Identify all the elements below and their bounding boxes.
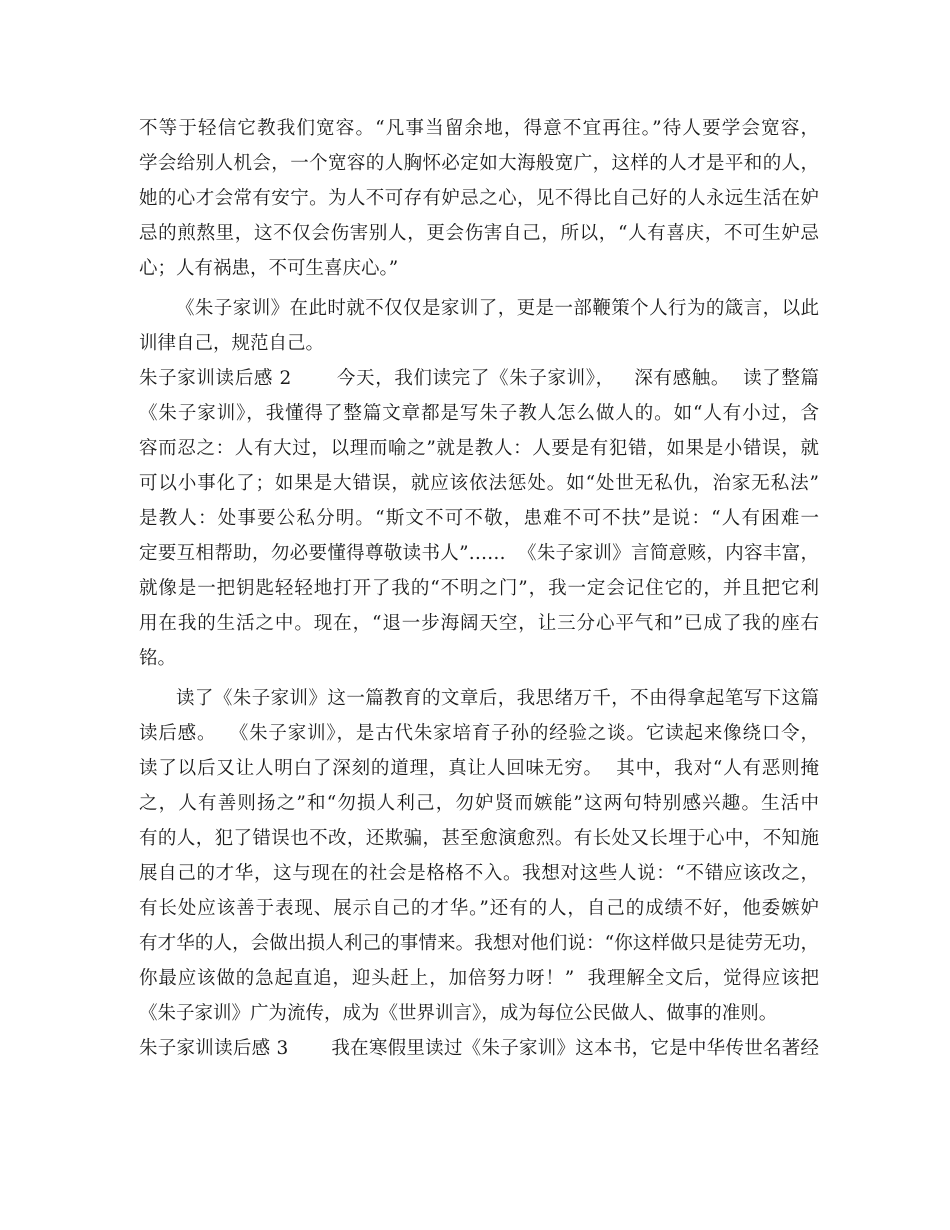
text-line: 定要互相帮助，勿必要懂得尊敬读书人”…… 《朱子家训》言简意赅，内容丰富， bbox=[139, 543, 819, 564]
text-line: 读了《朱子家训》这一篇教育的文章后，我思绪万千，不由得拿起笔写下这篇 bbox=[176, 688, 819, 709]
text-line: 忌的煎熬里，这不仅会伤害别人，更会伤害自己，所以，“人有喜庆，不可生妒忌 bbox=[139, 223, 819, 244]
text-line: 展自己的才华，这与现在的社会是格格不入。我想对这些人说：“不错应该改之， bbox=[139, 863, 819, 884]
text-line: 读后感。 《朱子家训》，是古代朱家培育子孙的经验之谈。它读起来像绕口令， bbox=[139, 723, 819, 744]
text-line: 你最应该做的急起直追，迎头赶上，加倍努力呀！” 我理解全文后，觉得应该把 bbox=[139, 968, 819, 989]
text-line: 有的人，犯了错误也不改，还欺骗，甚至愈演愈烈。有长处又长埋于心中，不知施 bbox=[139, 828, 819, 849]
text-line: 学会给别人机会，一个宽容的人胸怀必定如大海般宽广，这样的人才是平和的人， bbox=[139, 153, 819, 174]
text-line: 读了以后又让人明白了深刻的道理，真让人回味无穷。 其中，我对“人有恶则掩 bbox=[139, 758, 819, 779]
text-line: 《朱子家训》广为流传，成为《世界训言》，成为每位公民做人、做事的准则。 bbox=[139, 1003, 778, 1024]
section-heading-line: 朱子家训读后感 2 今天，我们读完了《朱子家训》， 深有感触。 读了整篇 bbox=[139, 368, 819, 389]
text-line: 用在我的生活之中。现在，“退一步海阔天空，让三分心平气和”已成了我的座右 bbox=[139, 613, 819, 634]
text-line: 《朱子家训》在此时就不仅仅是家训了，更是一部鞭策个人行为的箴言，以此 bbox=[176, 298, 819, 319]
text-line: 《朱子家训》，我懂得了整篇文章都是写朱子教人怎么做人的。如“人有小过，含 bbox=[139, 403, 819, 424]
text-line: 容而忍之：人有大过，以理而喻之”就是教人：人要是有犯错，如果是小错误，就 bbox=[139, 438, 819, 459]
text-line: 有才华的人，会做出损人利己的事情来。我想对他们说：“你这样做只是徒劳无功， bbox=[139, 933, 819, 954]
section-heading-line: 朱子家训读后感 3 我在寒假里读过《朱子家训》这本书，它是中华传世名著经 bbox=[139, 1038, 819, 1059]
text-line: 有长处应该善于表现、展示自己的才华。”还有的人，自己的成绩不好，他委嫉妒 bbox=[139, 898, 819, 919]
text-line: 不等于轻信它教我们宽容。“凡事当留余地，得意不宜再往。”待人要学会宽容， bbox=[139, 118, 819, 139]
text-line: 她的心才会常有安宁。为人不可存有妒忌之心，见不得比自己好的人永远生活在妒 bbox=[139, 188, 819, 209]
text-line: 训律自己，规范自己。 bbox=[139, 333, 325, 354]
text-line: 心；人有祸患，不可生喜庆心。” bbox=[139, 258, 399, 279]
text-line: 可以小事化了；如果是大错误，就应该依法惩处。如“处世无私仇，治家无私法” bbox=[139, 473, 819, 494]
text-line: 是教人：处事要公私分明。“斯文不可不敬，患难不可不扶”是说：“人有困难一 bbox=[139, 508, 819, 529]
text-line: 就像是一把钥匙轻轻地打开了我的“不明之门”，我一定会记住它的，并且把它利 bbox=[139, 578, 819, 599]
text-line: 铭。 bbox=[139, 648, 177, 669]
text-line: 之，人有善则扬之”和“勿损人利己，勿妒贤而嫉能”这两句特别感兴趣。生活中 bbox=[139, 793, 819, 814]
